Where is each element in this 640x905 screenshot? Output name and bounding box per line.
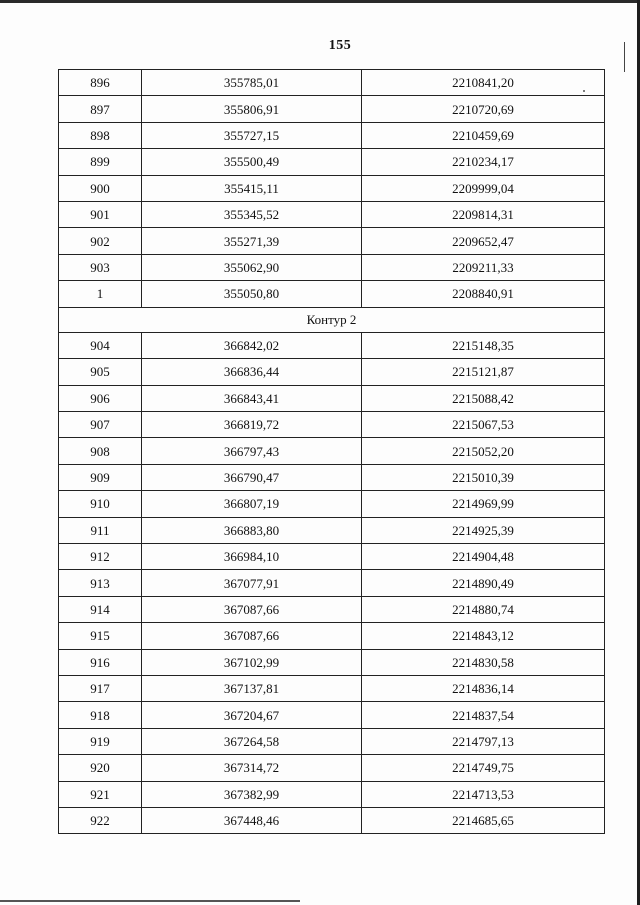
table-row: [59, 359, 605, 385]
x-coordinate-cell: 367102,99: [142, 649, 362, 675]
point-number-cell: 907: [59, 412, 142, 438]
table-row: [59, 332, 605, 358]
table-row: [59, 596, 605, 622]
point-number-cell: 901: [59, 201, 142, 227]
point-number-cell: 905: [59, 359, 142, 385]
y-coordinate-cell: 2209211,33: [362, 254, 605, 280]
point-number-cell: 902: [59, 228, 142, 254]
x-coordinate-cell: 355050,80: [142, 281, 362, 307]
point-number-cell: 919: [59, 728, 142, 754]
y-coordinate-cell: 2214830,58: [362, 649, 605, 675]
point-number-cell: 918: [59, 702, 142, 728]
x-coordinate-cell: 367077,91: [142, 570, 362, 596]
point-number-cell: 917: [59, 675, 142, 701]
coordinates-table: [58, 69, 605, 834]
point-number-cell: 897: [59, 96, 142, 122]
table-row: [59, 728, 605, 754]
table-row: [59, 254, 605, 280]
y-coordinate-cell: 2215088,42: [362, 385, 605, 411]
table-row: [59, 649, 605, 675]
x-coordinate-cell: 366836,44: [142, 359, 362, 385]
x-coordinate-cell: 367137,81: [142, 675, 362, 701]
point-number-cell: 906: [59, 385, 142, 411]
table-row: [59, 517, 605, 543]
point-number-cell: 899: [59, 149, 142, 175]
point-number-cell: 908: [59, 438, 142, 464]
y-coordinate-cell: 2210720,69: [362, 96, 605, 122]
y-coordinate-cell: 2214904,48: [362, 544, 605, 570]
table-row: [59, 201, 605, 227]
point-number-cell: 922: [59, 807, 142, 833]
x-coordinate-cell: 367448,46: [142, 807, 362, 833]
point-number-cell: 916: [59, 649, 142, 675]
x-coordinate-cell: 366984,10: [142, 544, 362, 570]
point-number-cell: 921: [59, 781, 142, 807]
table-row: [59, 412, 605, 438]
x-coordinate-cell: 355345,52: [142, 201, 362, 227]
x-coordinate-cell: 355271,39: [142, 228, 362, 254]
section-row: [59, 307, 605, 332]
y-coordinate-cell: 2215148,35: [362, 332, 605, 358]
y-coordinate-cell: 2214713,53: [362, 781, 605, 807]
x-coordinate-cell: 367382,99: [142, 781, 362, 807]
y-coordinate-cell: 2208840,91: [362, 281, 605, 307]
x-coordinate-cell: 367087,66: [142, 596, 362, 622]
coordinates-table-body: [59, 70, 605, 834]
point-number-cell: 909: [59, 464, 142, 490]
table-row: [59, 807, 605, 833]
y-coordinate-cell: 2214969,99: [362, 491, 605, 517]
y-coordinate-cell: 2215010,39: [362, 464, 605, 490]
x-coordinate-cell: 366883,80: [142, 517, 362, 543]
table-row: [59, 149, 605, 175]
table-row: [59, 755, 605, 781]
x-coordinate-cell: 355785,01: [142, 70, 362, 96]
y-coordinate-cell: 2214836,14: [362, 675, 605, 701]
table-row: [59, 544, 605, 570]
x-coordinate-cell: 366807,19: [142, 491, 362, 517]
point-number-cell: 904: [59, 332, 142, 358]
y-coordinate-cell: 2210841,20: [362, 70, 605, 96]
y-coordinate-cell: 2215067,53: [362, 412, 605, 438]
table-row: [59, 781, 605, 807]
x-coordinate-cell: 366790,47: [142, 464, 362, 490]
table-row: [59, 228, 605, 254]
x-coordinate-cell: 366797,43: [142, 438, 362, 464]
y-coordinate-cell: 2214749,75: [362, 755, 605, 781]
table-row: [59, 491, 605, 517]
y-coordinate-cell: 2214925,39: [362, 517, 605, 543]
x-coordinate-cell: 355500,49: [142, 149, 362, 175]
y-coordinate-cell: 2209999,04: [362, 175, 605, 201]
x-coordinate-cell: 367087,66: [142, 623, 362, 649]
table-row: [59, 675, 605, 701]
point-number-cell: 920: [59, 755, 142, 781]
table-row: [59, 175, 605, 201]
y-coordinate-cell: 2209652,47: [362, 228, 605, 254]
table-row: [59, 122, 605, 148]
y-coordinate-cell: 2209814,31: [362, 201, 605, 227]
table-row: [59, 623, 605, 649]
x-coordinate-cell: 367204,67: [142, 702, 362, 728]
y-coordinate-cell: 2214685,65: [362, 807, 605, 833]
x-coordinate-cell: 366819,72: [142, 412, 362, 438]
x-coordinate-cell: 355415,11: [142, 175, 362, 201]
y-coordinate-cell: 2214890,49: [362, 570, 605, 596]
y-coordinate-cell: 2214797,13: [362, 728, 605, 754]
table-row: [59, 281, 605, 307]
scan-edge-bottom: [0, 900, 300, 902]
x-coordinate-cell: 366842,02: [142, 332, 362, 358]
table-row: [59, 464, 605, 490]
point-number-cell: 910: [59, 491, 142, 517]
page-number: 155: [328, 38, 352, 53]
point-number-cell: 1: [59, 281, 142, 307]
y-coordinate-cell: 2215052,20: [362, 438, 605, 464]
x-coordinate-cell: 366843,41: [142, 385, 362, 411]
scan-edge-top: [0, 0, 640, 3]
table-row: [59, 385, 605, 411]
point-number-cell: 903: [59, 254, 142, 280]
point-number-cell: 896: [59, 70, 142, 96]
table-row: [59, 570, 605, 596]
x-coordinate-cell: 355062,90: [142, 254, 362, 280]
y-coordinate-cell: 2214880,74: [362, 596, 605, 622]
x-coordinate-cell: 355806,91: [142, 96, 362, 122]
x-coordinate-cell: 367314,72: [142, 755, 362, 781]
y-coordinate-cell: 2210234,17: [362, 149, 605, 175]
point-number-cell: 911: [59, 517, 142, 543]
point-number-cell: 912: [59, 544, 142, 570]
y-coordinate-cell: 2210459,69: [362, 122, 605, 148]
point-number-cell: 914: [59, 596, 142, 622]
x-coordinate-cell: 367264,58: [142, 728, 362, 754]
point-number-cell: 900: [59, 175, 142, 201]
y-coordinate-cell: 2215121,87: [362, 359, 605, 385]
x-coordinate-cell: 355727,15: [142, 122, 362, 148]
table-row: [59, 438, 605, 464]
point-number-cell: 898: [59, 122, 142, 148]
table-row: [59, 702, 605, 728]
table-row: [59, 96, 605, 122]
table-row: [59, 70, 605, 96]
y-coordinate-cell: 2214843,12: [362, 623, 605, 649]
section-label: Контур 2: [59, 307, 605, 332]
point-number-cell: 915: [59, 623, 142, 649]
point-number-cell: 913: [59, 570, 142, 596]
y-coordinate-cell: 2214837,54: [362, 702, 605, 728]
